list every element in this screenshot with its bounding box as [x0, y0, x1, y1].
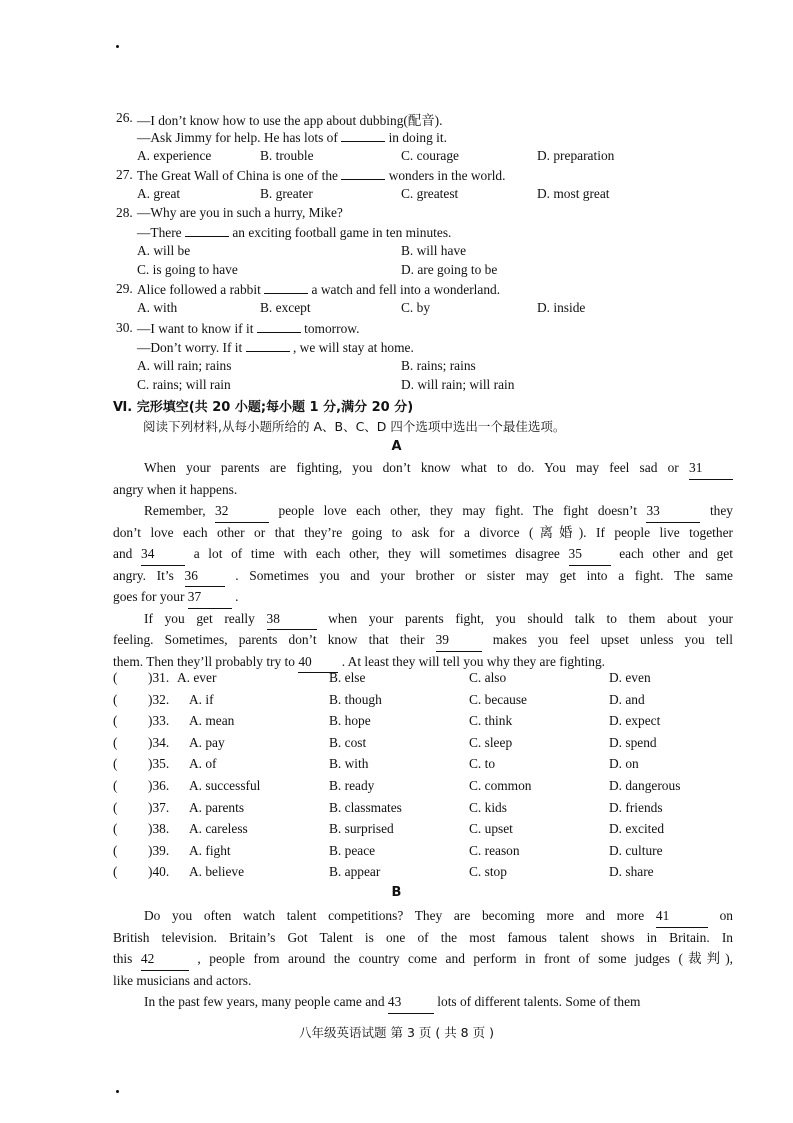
passage-line: [113, 608, 733, 630]
answer-paren: (: [113, 799, 118, 815]
choice-d: D. on: [609, 756, 639, 772]
passage-text: .: [235, 589, 239, 604]
passage-text: Do you often watch talent competitions? They are becoming more and more: [144, 908, 645, 923]
choice-b: B. though: [329, 691, 382, 707]
passage-text: lots of different talents. Some of them: [437, 994, 641, 1009]
choice-row: [113, 692, 733, 713]
choice-c: C. because: [469, 691, 528, 707]
answer-paren: (: [113, 734, 118, 750]
passage-text: angry when it happens.: [113, 481, 238, 497]
choice-a: A. believe: [189, 864, 245, 880]
question-number: 28.: [116, 205, 133, 220]
passage-line: [113, 970, 733, 992]
answer-blank: [246, 339, 290, 352]
choice-d: D. excited: [609, 821, 665, 837]
answer-paren: (: [113, 756, 118, 772]
option: B. rains; rains: [401, 358, 476, 373]
choice-c: C. upset: [469, 821, 513, 837]
question-line: [137, 224, 451, 241]
choice-d: D. spend: [609, 734, 657, 750]
answer-paren: (: [113, 778, 118, 793]
choice-number: )32.: [148, 691, 170, 707]
question-text: —There: [137, 225, 182, 240]
question-text: —Ask Jimmy for help. He has lots of: [137, 130, 338, 145]
question-text: in doing it.: [388, 130, 447, 145]
answer-blank: [341, 167, 385, 180]
question-text: an exciting football game in ten minutes.: [232, 225, 452, 240]
choice-row: [113, 864, 733, 885]
choice-number: )34.: [148, 734, 170, 750]
passage-line: [113, 500, 733, 522]
question-line: [137, 339, 414, 356]
question-text: —Why are you in such a hurry, Mike?: [137, 205, 343, 220]
passage-text: on: [719, 908, 733, 923]
choice-number: )31.: [148, 670, 170, 685]
choice-d: D. even: [609, 670, 651, 685]
passage-line: [113, 522, 733, 544]
passage-text: . At least they will tell you why they are fighting.: [341, 653, 606, 669]
section-6-instruction: 阅读下列材料,从每小题所给的 A、B、C、D 四个选项中选出一个最佳选项。: [143, 419, 566, 434]
question-text: —I don’t know how to use the app about dubbing(配音).: [137, 113, 443, 128]
passage-line: [113, 927, 733, 949]
passage-text: they: [709, 503, 733, 518]
blank-40: 40: [298, 651, 338, 674]
scan-dot-top: [116, 45, 119, 48]
choice-row: [113, 821, 733, 842]
blank-33: 33: [646, 500, 700, 523]
choice-c: C. common: [469, 778, 532, 793]
question-text: —I want to know if it: [137, 321, 254, 336]
blank-43: 43: [388, 991, 434, 1014]
blank-38: 38: [267, 608, 317, 631]
passage-a-label: A: [391, 439, 402, 454]
blank-39: 39: [436, 629, 482, 652]
answer-paren: (: [113, 842, 118, 858]
option: C. courage: [401, 148, 460, 163]
option: B. trouble: [260, 148, 314, 163]
passage-line: [113, 479, 733, 501]
blank-32: 32: [215, 500, 269, 523]
question-text: Alice followed a rabbit: [137, 282, 261, 297]
option: C. by: [401, 300, 431, 315]
choice-a: A. parents: [189, 799, 245, 815]
option: C. rains; will rain: [137, 377, 231, 392]
choice-a: A. successful: [189, 778, 261, 793]
choice-a: A. pay: [189, 734, 225, 750]
question-text: —Don’t worry. If it: [137, 340, 243, 355]
choice-b: B. appear: [329, 864, 381, 880]
choice-b: B. surprised: [329, 821, 394, 837]
question-line: [137, 320, 359, 337]
passage-line: [113, 991, 733, 1013]
answer-blank: [185, 224, 229, 237]
choice-b: B. peace: [329, 842, 376, 858]
passage-text: goes for your: [113, 589, 185, 604]
option: B. will have: [401, 243, 467, 258]
choice-c: C. stop: [469, 864, 507, 880]
passage-line: [113, 457, 733, 479]
choice-number: )33.: [148, 713, 170, 729]
answer-paren: (: [113, 713, 118, 729]
passage-a: [113, 457, 733, 672]
passage-text: each other and get: [619, 546, 733, 561]
choice-c: C. to: [469, 756, 496, 772]
passage-text: feeling. Sometimes, parents don’t know that their: [113, 632, 425, 647]
passage-text: don’t love each other or that they’re going to ask for a divorce (离婚). If people live together: [113, 524, 733, 540]
choice-d: D. dangerous: [609, 778, 681, 793]
question-number: 26.: [116, 110, 133, 125]
passage-line: [113, 651, 733, 673]
passage-text: In the past few years, many people came and: [144, 994, 385, 1009]
option: D. are going to be: [401, 262, 498, 277]
option: D. most great: [537, 186, 610, 201]
question-line: [137, 281, 500, 298]
passage-text: people love each other, they may fight. The fight doesn’t: [278, 503, 637, 518]
choice-number: )39.: [148, 842, 170, 858]
passage-text: If you get really: [144, 610, 255, 626]
passage-line: [113, 905, 733, 927]
passage-line: [113, 948, 733, 970]
passage-text: Remember,: [144, 503, 206, 518]
question-text: a watch and fell into a wonderland.: [311, 282, 501, 297]
choice-row: [113, 670, 733, 691]
choice-row: [113, 713, 733, 734]
passage-text: , people from around the country come and perform in front of some judges (裁判),: [197, 951, 734, 966]
question-text: , we will stay at home.: [292, 340, 414, 355]
passage-text: angry. It’s: [113, 567, 174, 583]
choice-a: A. careless: [189, 821, 248, 837]
question-number: 30.: [116, 320, 133, 335]
option: D. will rain; will rain: [401, 377, 515, 392]
passage-line: [113, 543, 733, 565]
blank-37: 37: [188, 586, 232, 609]
question-text: tomorrow.: [304, 321, 360, 336]
passage-b: [113, 905, 733, 1013]
answer-blank: [257, 320, 301, 333]
question-number: 27.: [116, 167, 133, 182]
passage-text: a lot of time with each other, they will sometimes disagree: [193, 546, 560, 561]
choice-b: B. else: [329, 670, 366, 685]
choice-d: D. expect: [609, 713, 661, 729]
choice-number: )36.: [148, 778, 170, 793]
option: A. will rain; rains: [137, 358, 232, 373]
answer-blank: [341, 129, 385, 142]
section-6-title: Ⅵ. 完形填空(共 20 小题;每小题 1 分,满分 20 分): [113, 400, 414, 415]
question-number: 29.: [116, 281, 133, 296]
option: C. greatest: [401, 186, 459, 201]
passage-text: them. Then they’ll probably try to: [113, 653, 295, 669]
option: A. with: [137, 300, 178, 315]
choice-c: C. also: [469, 670, 507, 685]
passage-text: makes you feel upset unless you tell: [492, 632, 733, 647]
choice-c: C. think: [469, 713, 513, 729]
choice-d: D. friends: [609, 799, 663, 815]
question-line: [137, 110, 442, 129]
passage-text: . Sometimes you and your brother or sister may get into a fight. The same: [235, 567, 733, 583]
choice-d: D. culture: [609, 842, 663, 858]
choice-c: C. sleep: [469, 734, 513, 750]
choice-b: B. ready: [329, 778, 375, 793]
scan-dot-bottom: [116, 1090, 119, 1093]
option: A. experience: [137, 148, 212, 163]
choice-number: )40.: [148, 864, 170, 880]
passage-text: when your parents fight, you should talk to them about your: [328, 610, 733, 626]
choice-a: A. mean: [189, 713, 235, 729]
option: D. inside: [537, 300, 586, 315]
choice-row: [113, 735, 733, 756]
choice-number: )35.: [148, 756, 170, 772]
option: B. greater: [260, 186, 313, 201]
question-text: wonders in the world.: [388, 168, 506, 183]
option: C. is going to have: [137, 262, 238, 277]
passage-line: [113, 586, 733, 608]
choice-a: A. fight: [189, 842, 231, 858]
blank-36: 36: [185, 565, 225, 588]
answer-paren: (: [113, 821, 118, 837]
choice-d: D. share: [609, 864, 654, 880]
answer-blank: [264, 281, 308, 294]
blank-31: 31: [689, 457, 733, 480]
blank-42: 42: [141, 948, 189, 971]
choice-b: B. hope: [329, 713, 371, 729]
question-text: The Great Wall of China is one of the: [137, 168, 338, 183]
option: B. except: [260, 300, 311, 315]
passage-text: this: [113, 951, 133, 966]
choice-a: A. of: [189, 756, 217, 772]
question-line: [137, 205, 343, 221]
answer-paren: (: [113, 691, 118, 707]
option: A. great: [137, 186, 181, 201]
question-line: [137, 167, 505, 184]
passage-line: [113, 565, 733, 587]
option: A. will be: [137, 243, 191, 258]
choice-c: C. reason: [469, 842, 520, 858]
choice-row: [113, 800, 733, 821]
choice-c: C. kids: [469, 799, 507, 815]
passage-b-label: B: [391, 885, 402, 900]
choice-row: [113, 778, 733, 799]
question-line: [137, 129, 447, 146]
passage-line: [113, 629, 733, 651]
choice-b: B. classmates: [329, 799, 402, 815]
choice-b: B. with: [329, 756, 369, 772]
choice-a: A. if: [189, 691, 214, 707]
choice-number: )38.: [148, 821, 170, 837]
choice-row: [113, 843, 733, 864]
choice-b: B. cost: [329, 734, 367, 750]
choice-d: D. and: [609, 691, 645, 707]
answer-paren: (: [113, 670, 118, 685]
passage-text: British television. Britain’s Got Talent is one of the most famous talent shows in Britain. In: [113, 929, 733, 945]
passage-text: When your parents are fighting, you don’t know what to do. You may feel sad or: [144, 460, 679, 475]
choice-number: )37.: [148, 799, 170, 815]
page-footer: 八年级英语试题 第 3 页 ( 共 8 页 ): [299, 1025, 494, 1040]
blank-41: 41: [656, 905, 708, 928]
option: D. preparation: [537, 148, 615, 163]
blank-34: 34: [141, 543, 185, 566]
choice-a: A. ever: [177, 670, 217, 685]
passage-text: and: [113, 546, 133, 561]
choice-row: [113, 756, 733, 777]
blank-35: 35: [569, 543, 611, 566]
answer-paren: (: [113, 864, 118, 880]
passage-text: like musicians and actors.: [113, 972, 252, 988]
